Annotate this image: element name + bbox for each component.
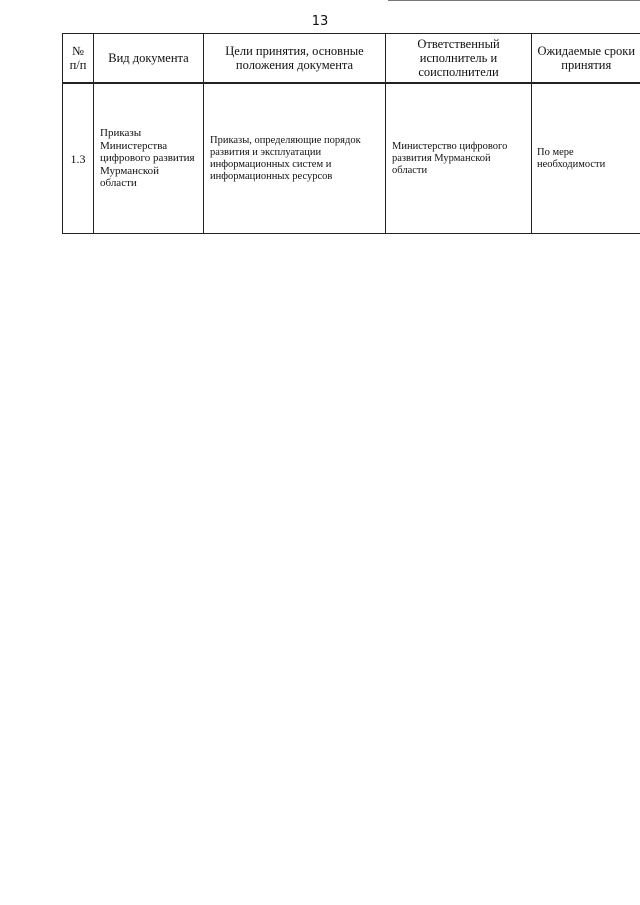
page-number: 13: [311, 14, 329, 29]
header-goals: Цели принятия, основные положения документа: [204, 34, 386, 84]
cell-number: 1.3: [63, 83, 94, 234]
cell-expected-terms: По мере необходимости: [532, 83, 640, 234]
document-table: [62, 33, 640, 234]
cell-goals: Приказы, определяющие порядок развития и эксплуатации информационных систем и информационных ресурсов: [204, 83, 386, 234]
header-responsible: Ответственный исполнитель и соисполнители: [386, 34, 532, 84]
table-row: [63, 83, 640, 234]
header-number: № п/п: [63, 34, 94, 84]
cell-responsible: Министерство цифрового развития Мурманской области: [386, 83, 532, 234]
top-rule: [388, 0, 640, 1]
table-header-row: [63, 34, 640, 84]
cell-document-type: Приказы Министерства цифрового развития Мурманской области: [94, 83, 204, 234]
header-document-type: Вид документа: [94, 34, 204, 84]
header-expected-terms: Ожидаемые сроки принятия: [532, 34, 640, 84]
